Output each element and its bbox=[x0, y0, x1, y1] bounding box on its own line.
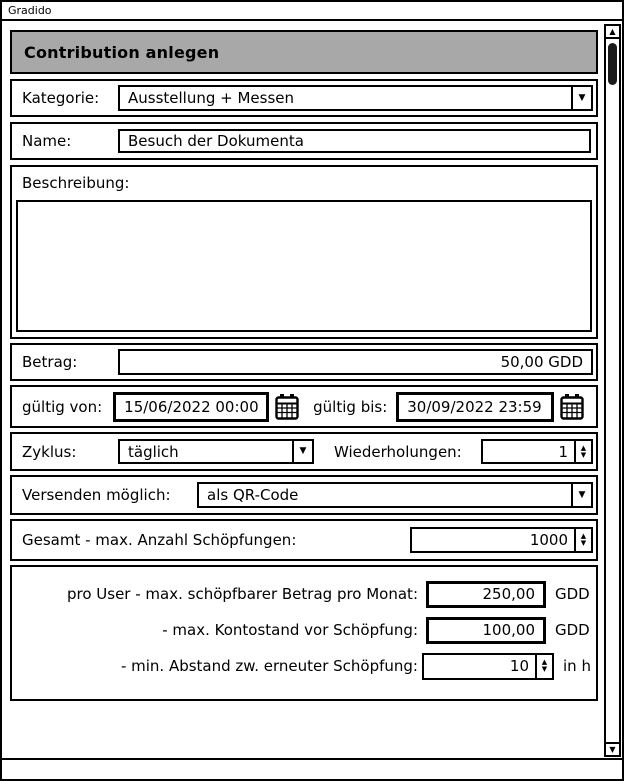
gueltig-von-label: gültig von: bbox=[22, 397, 103, 416]
pro-user-row-betrag bbox=[12, 578, 596, 610]
vertical-scrollbar-thumb[interactable] bbox=[608, 43, 617, 85]
zyklus-value: täglich bbox=[128, 442, 179, 461]
pro-user-abstand-input[interactable] bbox=[422, 653, 554, 680]
horizontal-scrollbar[interactable] bbox=[2, 758, 622, 779]
scroll-down-button[interactable] bbox=[606, 742, 619, 755]
betrag-input[interactable]: 50,00 GDD bbox=[118, 349, 593, 375]
name-row bbox=[10, 122, 598, 160]
gueltig-bis-label: gültig bis: bbox=[313, 397, 388, 416]
pro-user-abstand-stepper[interactable] bbox=[535, 655, 552, 678]
pro-user-kontostand-label: - max. Kontostand vor Schöpfung: bbox=[162, 621, 418, 639]
kategorie-dropdown-button[interactable] bbox=[571, 87, 591, 109]
dialog-title: Contribution anlegen bbox=[24, 42, 220, 62]
scroll-down-icon: ▼ bbox=[609, 744, 616, 754]
chevron-down-icon: ▼ bbox=[578, 489, 586, 500]
wiederholungen-stepper[interactable] bbox=[574, 441, 591, 462]
stepper-down-icon: ▼ bbox=[580, 450, 587, 459]
wiederholungen-value: 1 bbox=[558, 442, 568, 461]
stepper-up-icon: ▲ bbox=[541, 658, 548, 666]
gueltig-von-input[interactable]: 15/06/2022 00:00 bbox=[113, 392, 269, 422]
gueltig-von-calendar-button[interactable] bbox=[275, 394, 299, 420]
calendar-icon bbox=[560, 394, 584, 420]
dialog-header bbox=[10, 30, 598, 74]
versenden-dropdown-button[interactable] bbox=[571, 484, 591, 506]
gesamt-stepper[interactable] bbox=[574, 529, 591, 551]
name-input[interactable]: Besuch der Dokumenta bbox=[118, 129, 591, 153]
pro-user-section bbox=[10, 565, 598, 701]
gueltig-row bbox=[10, 385, 598, 428]
pro-user-kontostand-unit: GDD bbox=[555, 621, 590, 639]
gesamt-row bbox=[10, 519, 598, 561]
zyklus-label: Zyklus: bbox=[22, 442, 77, 461]
zyklus-row bbox=[10, 432, 598, 471]
kategorie-label: Kategorie: bbox=[22, 89, 100, 107]
wiederholungen-label: Wiederholungen: bbox=[334, 442, 462, 461]
calendar-icon bbox=[275, 394, 299, 420]
stepper-down-icon: ▼ bbox=[541, 665, 548, 673]
pro-user-abstand-unit: in h bbox=[563, 657, 591, 675]
window-titlebar bbox=[2, 2, 622, 21]
kategorie-row bbox=[10, 79, 598, 117]
beschreibung-row bbox=[10, 165, 598, 339]
pro-user-abstand-label: - min. Abstand zw. erneuter Schöpfung: bbox=[120, 657, 418, 675]
versenden-select[interactable] bbox=[197, 482, 593, 508]
pro-user-row-abstand bbox=[12, 650, 596, 682]
gueltig-bis-calendar-button[interactable] bbox=[560, 394, 584, 420]
wiederholungen-input[interactable] bbox=[481, 439, 593, 464]
stepper-up-icon: ▲ bbox=[580, 532, 587, 540]
gesamt-label: Gesamt - max. Anzahl Schöpfungen: bbox=[22, 531, 297, 549]
stepper-down-icon: ▼ bbox=[580, 539, 587, 547]
stepper-up-icon: ▲ bbox=[580, 443, 587, 452]
pro-user-kontostand-input[interactable]: 100,00 bbox=[426, 617, 546, 644]
versenden-value: als QR-Code bbox=[207, 486, 299, 504]
betrag-label: Betrag: bbox=[22, 353, 78, 371]
versenden-label: Versenden möglich: bbox=[22, 486, 171, 504]
versenden-row bbox=[10, 475, 598, 515]
zyklus-dropdown-button[interactable] bbox=[292, 441, 312, 462]
gesamt-input[interactable] bbox=[410, 527, 593, 553]
window-title: Gradido bbox=[8, 4, 52, 17]
kategorie-value: Ausstellung + Messen bbox=[128, 89, 295, 107]
pro-user-betrag-unit: GDD bbox=[555, 585, 590, 603]
gueltig-bis-input[interactable]: 30/09/2022 23:59 bbox=[396, 392, 554, 422]
window-client-area bbox=[2, 23, 622, 779]
kategorie-select[interactable] bbox=[118, 85, 593, 111]
vertical-scrollbar[interactable] bbox=[604, 24, 621, 757]
scroll-up-button[interactable] bbox=[606, 26, 619, 39]
chevron-down-icon: ▼ bbox=[299, 446, 307, 456]
zyklus-select[interactable] bbox=[118, 439, 314, 464]
chevron-down-icon: ▼ bbox=[578, 92, 586, 103]
pro-user-betrag-input[interactable]: 250,00 bbox=[426, 581, 546, 608]
pro-user-row-kontostand bbox=[12, 614, 596, 646]
gesamt-value: 1000 bbox=[529, 531, 568, 549]
name-label: Name: bbox=[22, 132, 72, 150]
pro-user-betrag-label: pro User - max. schöpfbarer Betrag pro Monat: bbox=[66, 585, 418, 603]
betrag-row bbox=[10, 343, 598, 381]
scroll-up-icon: ▲ bbox=[609, 26, 616, 36]
beschreibung-textarea[interactable] bbox=[16, 200, 592, 332]
beschreibung-label: Beschreibung: bbox=[22, 174, 130, 192]
pro-user-abstand-value: 10 bbox=[509, 657, 529, 675]
